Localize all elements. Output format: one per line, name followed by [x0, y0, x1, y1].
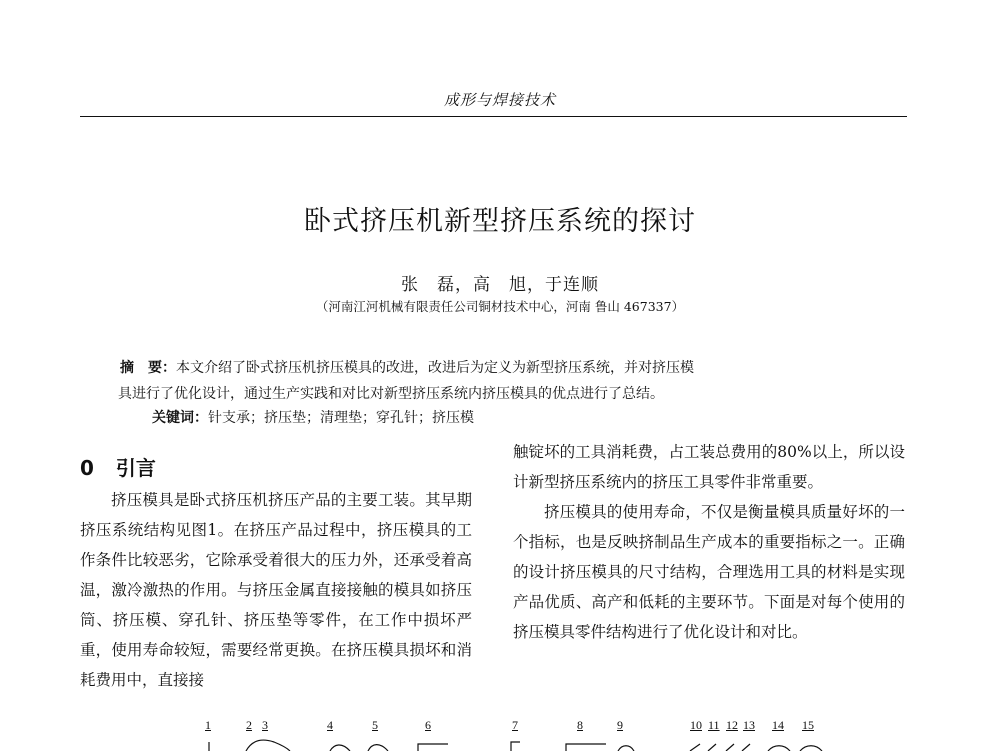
keywords-text: 针支承；挤压垫；清理垫；穿孔针；挤压模 [208, 410, 474, 426]
right-column [513, 437, 905, 647]
figure-part-label: 2 [246, 718, 252, 732]
figure-part-label: 11 [708, 718, 720, 732]
figure-part-label: 3 [262, 718, 268, 732]
figure-1-drawing [0, 718, 1000, 751]
figure-part-outline [566, 744, 606, 751]
article-affiliation: （河南江河机械有限责任公司铜材技术中心，河南 鲁山 467337） [315, 299, 685, 314]
figure-part-outline [418, 744, 448, 751]
article-title: 卧式挤压机新型挤压系统的探讨 [304, 206, 696, 237]
figure-part-outline [246, 740, 290, 751]
article-authors: 张 磊，高 旭，于连顺 [401, 275, 599, 295]
intro-paragraph-2: 挤压模具的使用寿命，不仅是衡量模具质量好坏的一个指标，也是反映挤制品生产成本的重要指标之一。正确的设计挤压模具的尺寸结构，合理选用工具的材料是实现产品优质、高产和低耗的主要环节。下面是对每个使用的挤压模具零件结构进行了优化设计和对比。 [513, 503, 905, 641]
figure-part-label: 14 [772, 718, 784, 732]
keywords-label: 关键词： [152, 410, 208, 426]
figure-part-label: 13 [743, 718, 755, 732]
figure-part-label: 5 [372, 718, 378, 732]
abstract-line-1 [120, 355, 890, 381]
section-title: 引言 [115, 456, 156, 480]
intro-paragraph-1-continued: 触锭坏的工具消耗费，占工装总费用的80%以上，所以设计新型挤压系统内的挤压工具零件非常重要。 [513, 443, 905, 491]
figure-part-outline [368, 745, 388, 751]
section-number: 0 [80, 456, 94, 480]
header-rule [80, 116, 907, 117]
running-header: 成形与焊接技术 [443, 91, 556, 109]
figure-part-label: 8 [577, 718, 583, 732]
intro-paragraph-1: 挤压模具是卧式挤压机挤压产品的主要工装。其早期挤压系统结构见图1。在挤压产品过程中，挤压模具的工作条件比较恶劣，它除承受着很大的压力外，还承受着高温，激冷激热的作用。与挤压金属直接接触的模具如挤压筒、挤压模、穿孔针、挤压垫等零件，在工作中损坏严重，使用寿命较短，需要经常更换。在挤压模具损坏和消耗费用中，直接接 [80, 491, 472, 689]
section-heading [80, 452, 156, 481]
left-column [80, 485, 472, 695]
figure-part-label: 15 [802, 718, 814, 732]
figure-part-label: 10 [690, 718, 702, 732]
figure-part-label: 1 [205, 718, 211, 732]
figure-part-outline [768, 746, 822, 751]
abstract-text-1: 本文介绍了卧式挤压机挤压模具的改进，改进后为定义为新型挤压系统，并对挤压模 [176, 360, 694, 376]
figure-part-label: 7 [512, 718, 518, 732]
figure-part-label: 4 [327, 718, 333, 732]
figure-1-top-edge [0, 718, 1000, 751]
figure-part-label: 6 [425, 718, 431, 732]
abstract-line-2: 具进行了优化设计，通过生产实践和对比对新型挤压系统内挤压模具的优点进行了总结。 [118, 386, 664, 402]
figure-part-outline [690, 744, 750, 751]
keywords [152, 407, 474, 427]
figure-part-outline [618, 746, 634, 751]
figure-part-label: 12 [726, 718, 738, 732]
figure-part-outline [511, 742, 520, 751]
abstract [120, 355, 890, 407]
abstract-label: 摘 要： [120, 360, 176, 376]
figure-part-outline [330, 745, 350, 751]
figure-part-label: 9 [617, 718, 623, 732]
